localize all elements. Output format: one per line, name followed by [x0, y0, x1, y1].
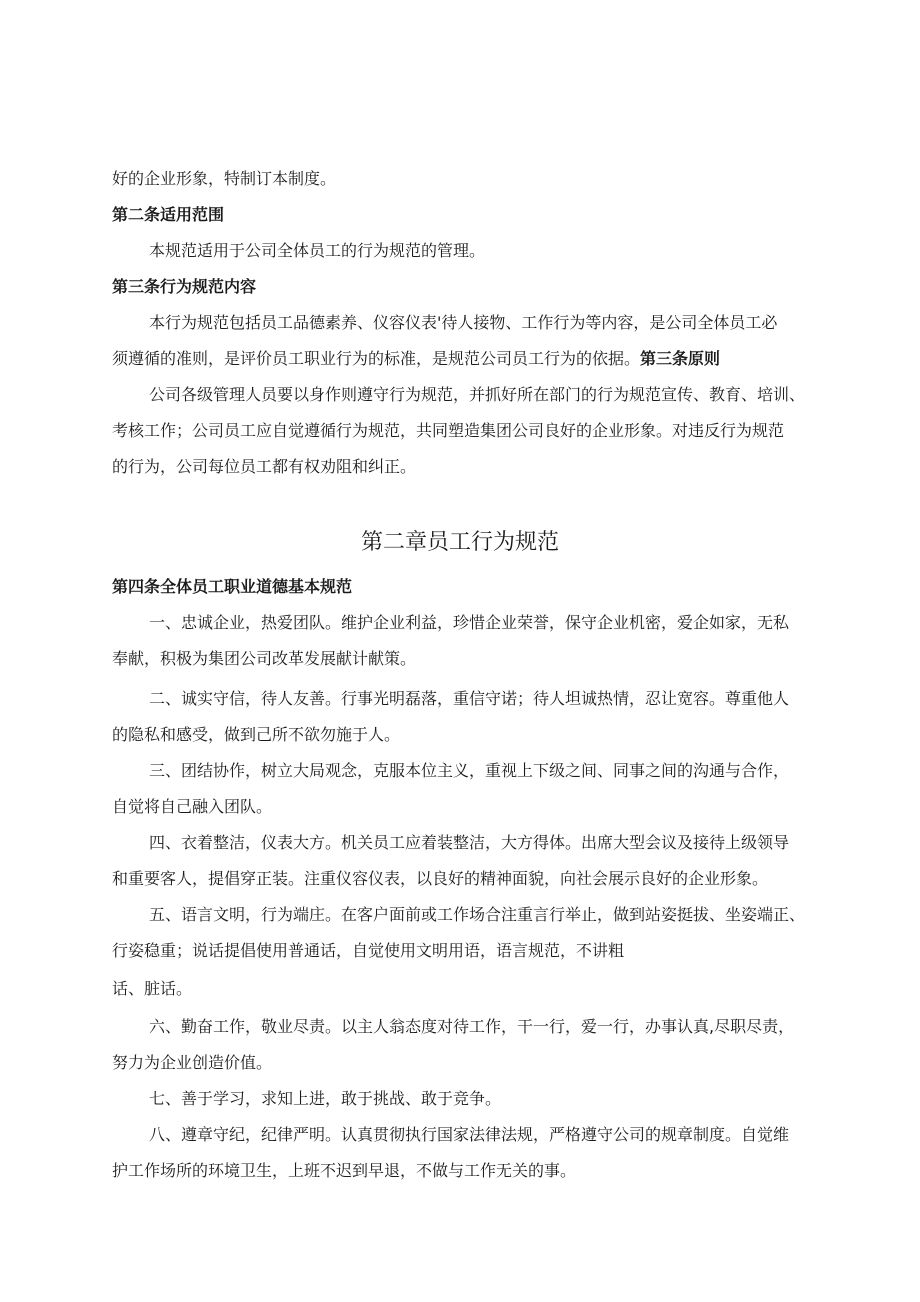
paragraph-line: 本规范适用于公司全体员工的行为规范的管理。: [149, 241, 486, 260]
chapter-title: 第二章员工行为规范: [360, 530, 559, 555]
paragraph-line: 公司各级管理人员要以身作则遵守行为规范，并抓好所在部门的行为规范宣传、教育、培训、: [149, 385, 806, 404]
list-item-line: 的隐私和感受，做到己所不欲勿施于人。: [112, 725, 401, 744]
list-item-line: 八、遵章守纪，纪律严明。认真贯彻执行国家法律法规，严格遵守公司的规章制度。自觉维: [149, 1125, 790, 1144]
paragraph-line: [112, 348, 832, 370]
section-heading-article-4: 第四条全体员工职业道德基本规范: [112, 577, 353, 596]
inline-heading-principles: 第三条原则: [640, 349, 721, 368]
paragraph-line: 好的企业形象，特制订本制度。: [112, 169, 337, 188]
list-item-line: 努力为企业创造价值。: [112, 1053, 273, 1072]
list-item-line: 四、衣着整洁，仪表大方。机关员工应着装整洁，大方得体。出席大型会议及接待上级领导: [149, 833, 790, 852]
paragraph-text: 须遵循的准则，是评价员工职业行为的标准，是规范公司员工行为的依据。: [112, 349, 641, 368]
list-item-line: 五、语言文明，行为端庄。在客户面前或工作场合注重言行举止，做到站姿挺拔、坐姿端正、: [149, 905, 806, 924]
list-item-line: 三、团结协作，树立大局观念，克服本位主义，重视上下级之间、同事之间的沟通与合作，: [149, 761, 790, 780]
paragraph-line: 的行为，公司每位员工都有权劝阻和纠正。: [112, 457, 417, 476]
section-heading-article-2: 第二条适用范围: [112, 205, 225, 224]
list-item-line: 自觉将自己融入团队。: [112, 797, 273, 816]
list-item-line: 话、脏话。: [112, 979, 193, 998]
section-heading-article-3: 第三条行为规范内容: [112, 277, 257, 296]
list-item-line: 一、忠诚企业，热爱团队。维护企业利益，珍惜企业荣誉，保守企业机密，爱企如家，无私: [149, 613, 790, 632]
list-item-line: 行姿稳重；说话提倡使用普通话，自觉使用文明用语，语言规范，不讲粗: [112, 941, 625, 960]
list-item-line: 二、诚实守信，待人友善。行事光明磊落，重信守诺；待人坦诚热情，忍让宽容。尊重他人: [149, 689, 790, 708]
list-item-line: 奉献，积极为集团公司改革发展献计献策。: [112, 649, 417, 668]
list-item-line: 六、勤奋工作，敬业尽责。以主人翁态度对待工作，干一行，爱一行，办事认真,尽职尽责，: [149, 1017, 795, 1036]
list-item-line: 和重要客人，提倡穿正装。注重仪容仪表，以良好的精神面貌，向社会展示良好的企业形象。: [112, 869, 769, 888]
list-item-line: 七、善于学习，求知上进，敢于挑战、敢于竞争。: [149, 1089, 502, 1108]
paragraph-line: 本行为规范包括员工品德素养、仪容仪表'待人接物、工作行为等内容，是公司全体员工必: [149, 313, 778, 332]
paragraph-line: 考核工作；公司员工应自觉遵循行为规范，共同塑造集团公司良好的企业形象。对违反行为规范: [112, 421, 785, 440]
list-item-line: 护工作场所的环境卫生，上班不迟到早退，不做与工作无关的事。: [112, 1161, 577, 1180]
